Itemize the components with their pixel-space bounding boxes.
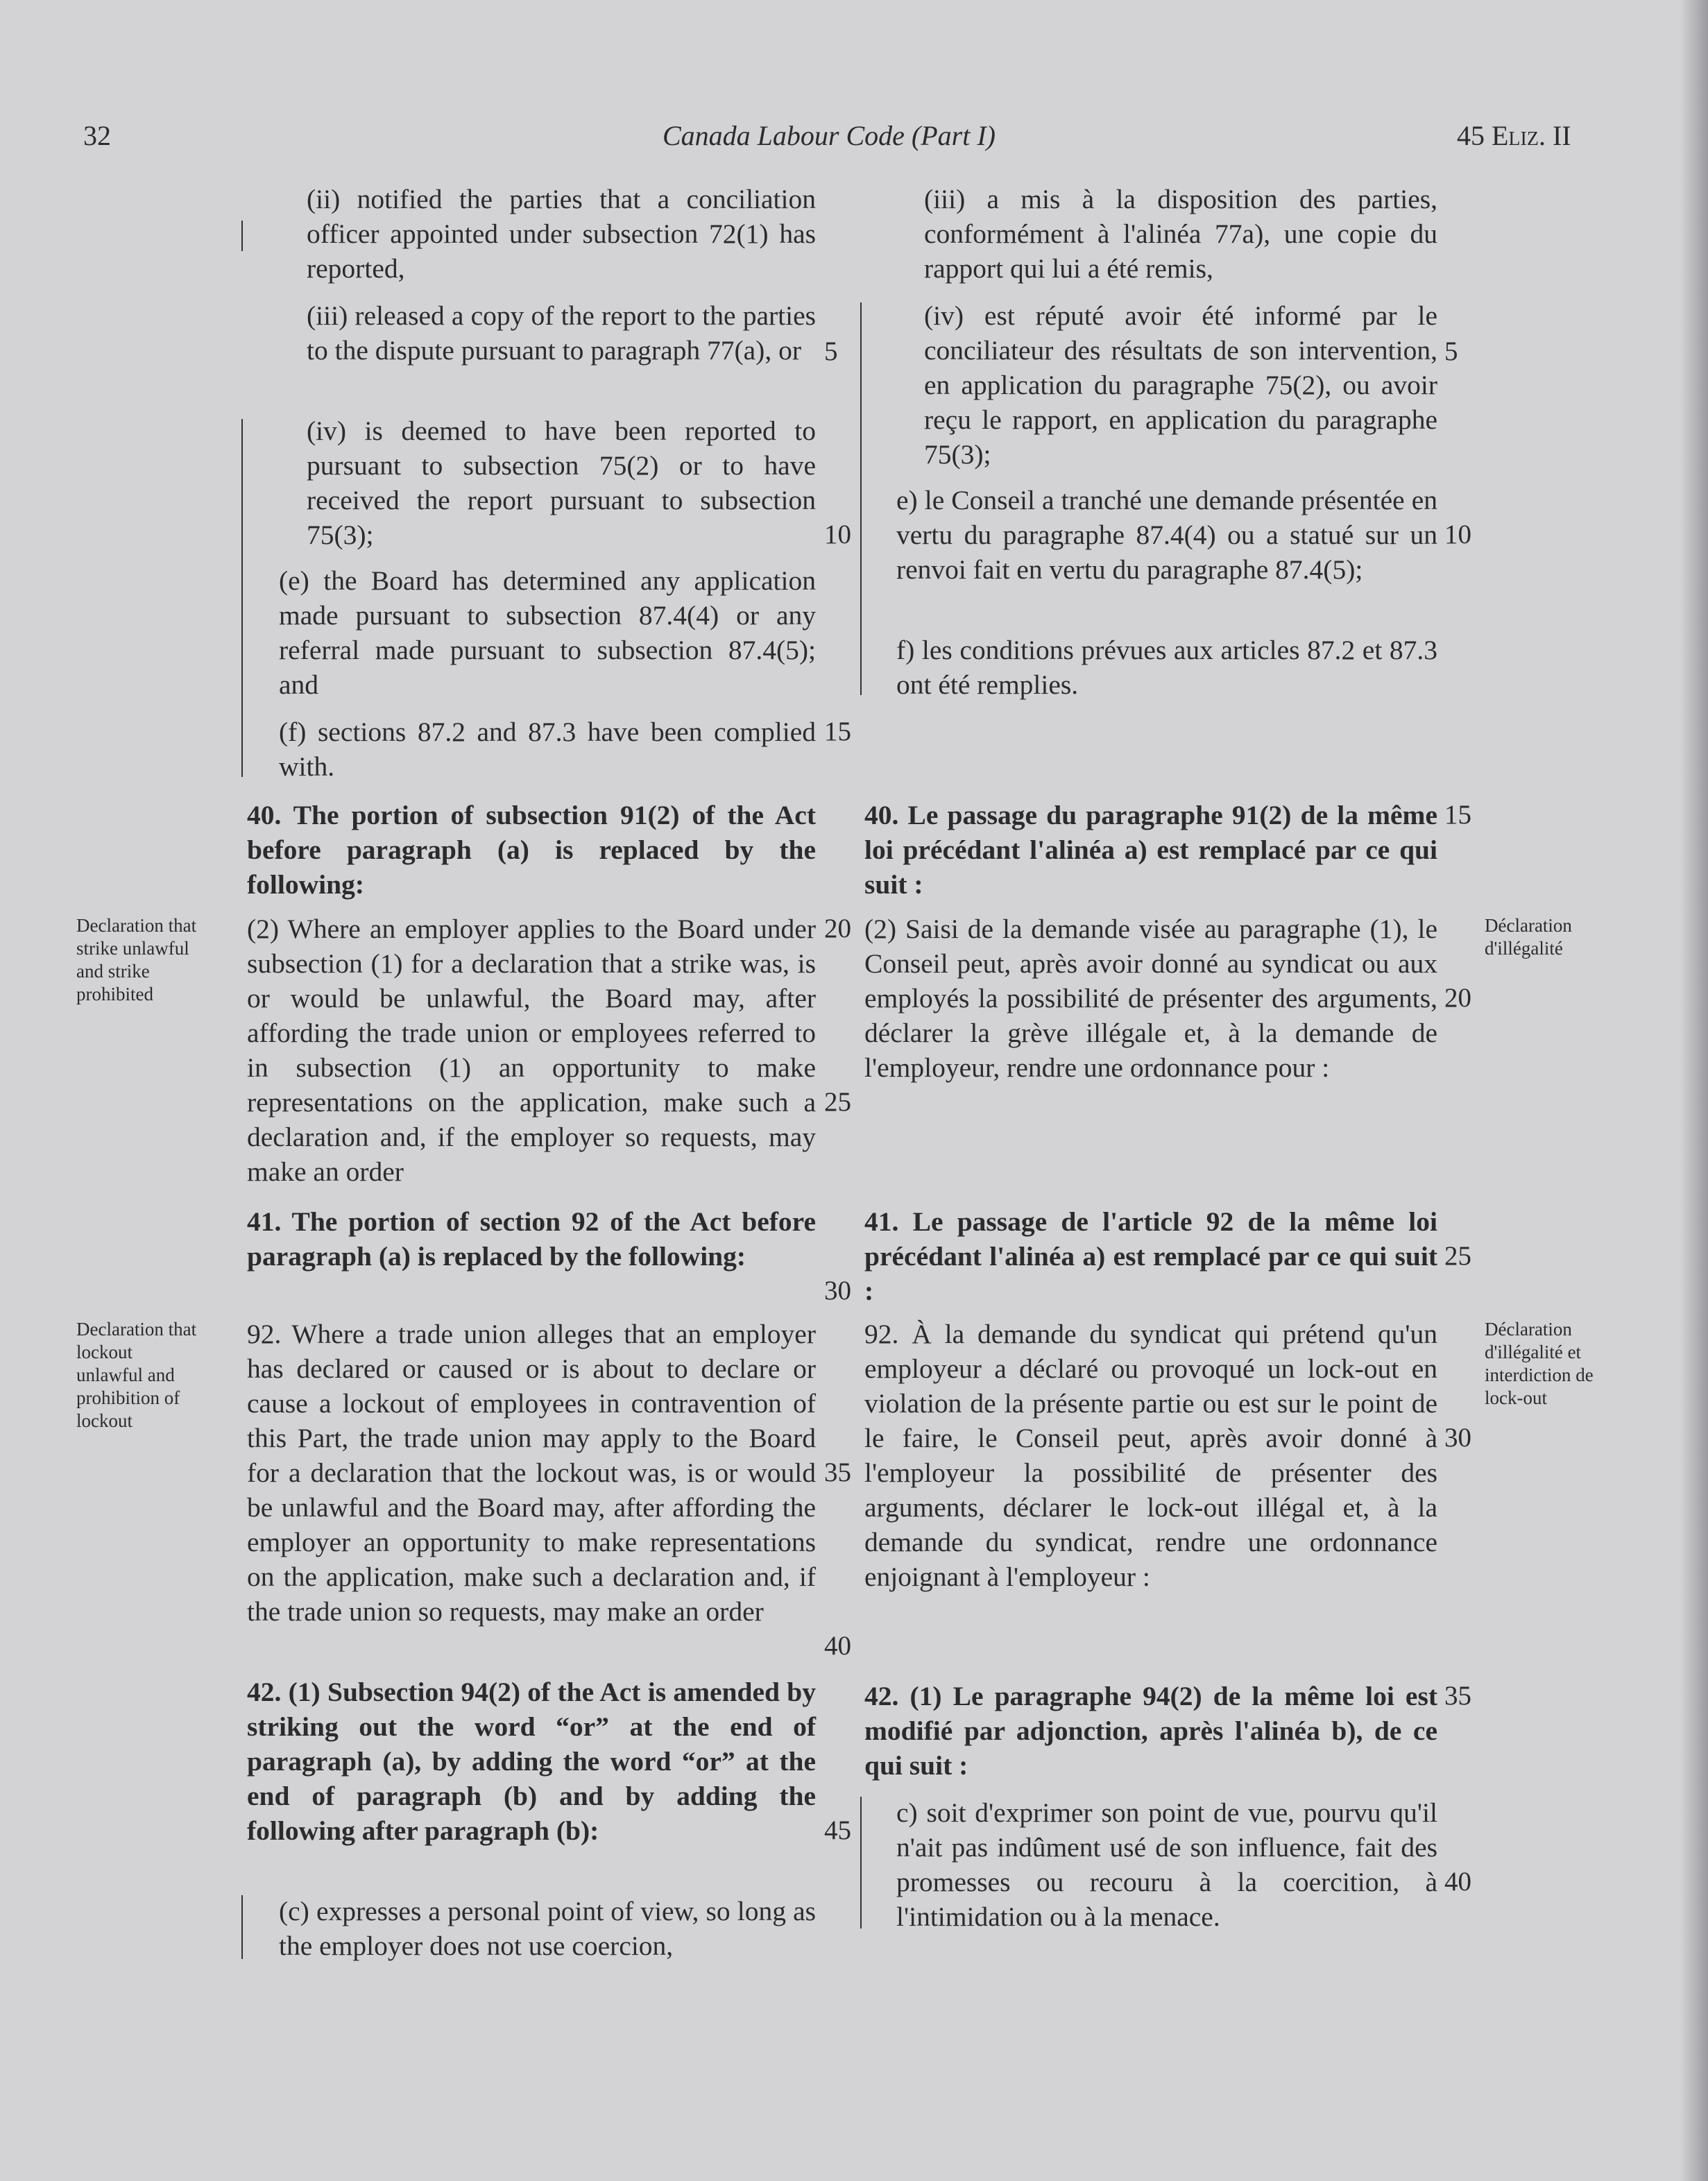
en-subpara-iii: (iii) released a copy of the report to the parties to the dispute pursuant to paragraph 77(a), or	[307, 300, 816, 366]
en-para-f: (f) sections 87.2 and 87.3 have been complied with.	[279, 717, 816, 782]
line-number: 35	[824, 1457, 851, 1487]
en-para-c: (c) expresses a personal point of view, so long as the employer does not use coercion,	[279, 1896, 816, 1961]
en-section-42-heading: 42. (1) Subsection 94(2) of the Act is amended by striking out the word “or” at the end of paragraph (a), by adding the word “or” at the end of paragraph (b) and by adding the following after paragraph (b):	[247, 1677, 816, 1846]
line-number: 10	[824, 520, 851, 549]
line-number: 25	[824, 1087, 851, 1117]
line-number: 25	[1444, 1241, 1471, 1271]
en-para-e: (e) the Board has determined any application made pursuant to subsection 87.4(4) or any referral made pursuant to subsection 87.4(5); and	[279, 565, 816, 700]
line-number: 40	[1444, 1867, 1471, 1897]
margin-note-strike: Declaration that strike unlawful and strike prohibited	[76, 915, 197, 1004]
line-number: 30	[1444, 1423, 1471, 1453]
en-section-40-heading: 40. The portion of subsection 91(2) of the Act before paragraph (a) is replaced by the following:	[247, 800, 816, 900]
line-number: 20	[1444, 983, 1471, 1013]
change-bar	[860, 302, 862, 695]
line-number: 10	[1444, 520, 1471, 549]
en-subpara-iv: (iv) is deemed to have been reported to pursuant to subsection 75(2) or to have received the report pursuant to subsection 75(3);	[307, 416, 816, 550]
change-bar	[241, 419, 243, 777]
page-number: 32	[83, 120, 111, 151]
line-number: 35	[1444, 1681, 1471, 1711]
fr-section-41-heading: 41. Le passage de l'article 92 de la même loi précédant l'alinéa a) est remplacé par ce qui suit :	[864, 1206, 1437, 1306]
fr-section-40-text: (2) Saisi de la demande visée au paragraphe (1), le Conseil peut, après avoir donné au syndicat ou aux employés la possibilité de présenter des arguments, déclarer la grève illégale et, à la demande de l'employeur, rendre une ordonnance pour :	[864, 914, 1437, 1083]
line-number: 40	[824, 1631, 851, 1661]
margin-note-declaration: Déclaration d'illégalité	[1485, 915, 1572, 959]
change-bar	[241, 1895, 243, 1959]
margin-note-declaration-lockout: Déclaration d'illégalité et interdiction de lock-out	[1485, 1319, 1594, 1408]
page-edge-shadow	[1680, 0, 1708, 2181]
fr-para-f: f) les conditions prévues aux articles 87.2 et 87.3 ont été remplies.	[896, 635, 1437, 700]
line-number: 5	[824, 336, 838, 366]
fr-section-41-text: 92. À la demande du syndicat qui prétend qu'un employeur a déclaré ou provoqué un lock-out en violation de la présente partie ou est sur le point de le faire, le Conseil peut, après avoir donné à l'employeur la possibilité de présenter des arguments, déclarer le lock-out illégal et, à la demande du syndicat, rendre une ordonnance enjoignant à l'employeur :	[864, 1319, 1437, 1592]
fr-para-c: c) soit d'exprimer son point de vue, pourvu qu'il n'ait pas indûment usé de son influence, fait des promesses ou recouru à la coercition, à l'intimidation ou à la menace.	[896, 1797, 1437, 1932]
fr-section-42-heading: 42. (1) Le paragraphe 94(2) de la même loi est modifié par adjonction, après l'alinéa b), de ce qui suit :	[864, 1681, 1437, 1781]
fr-subpara-iv: (iv) est réputé avoir été informé par le conciliateur des résultats de son intervention, en application du paragraphe 75(2), ou avoir reçu le rapport, en application du paragraphe 75(3);	[924, 300, 1437, 470]
fr-para-e: e) le Conseil a tranché une demande présentée en vertu du paragraphe 87.4(4) ou a statué sur un renvoi fait en vertu du paragraphe 87.4(5);	[896, 485, 1437, 585]
line-number: 15	[1444, 800, 1471, 830]
change-bar	[860, 1797, 862, 1928]
en-section-41-text: 92. Where a trade union alleges that an employer has declared or caused or is about to declare or cause a lockout of employees in contravention of this Part, the trade union may apply to the Board for a declaration that the lockout was, is or would be unlawful and the Board may, after affording the employer an opportunity to make representations on the application, make such a declaration and, if the trade union so requests, may make an order	[247, 1319, 816, 1627]
line-number: 30	[824, 1276, 851, 1306]
fr-subpara-iii: (iii) a mis à la disposition des parties, conformément à l'alinéa 77a), une copie du rapport qui lui a été remis,	[924, 184, 1437, 284]
fr-section-40-heading: 40. Le passage du paragraphe 91(2) de la même loi précédant l'alinéa a) est remplacé par ce qui suit :	[864, 800, 1437, 900]
margin-note-lockout: Declaration that lockout unlawful and prohibition of lockout	[76, 1319, 197, 1431]
en-section-40-text: (2) Where an employer applies to the Board under subsection (1) for a declaration that a strike was, is or would be unlawful, the Board may, after affording the trade union or employees referred to in subsection (1) an opportunity to make representations on the application, make such a declaration and, if the employer so requests, may make an order	[247, 914, 816, 1187]
page-title: Canada Labour Code (Part I)	[663, 120, 996, 151]
change-bar	[241, 221, 243, 251]
en-subpara-ii: (ii) notified the parties that a conciliation officer appointed under subsection 72(1) has reported,	[307, 184, 816, 284]
en-section-41-heading: 41. The portion of section 92 of the Act before paragraph (a) is replaced by the following:	[247, 1206, 816, 1272]
line-number: 15	[824, 717, 851, 746]
reign-citation: 45 Eliz. II	[1457, 120, 1571, 151]
line-number: 20	[824, 914, 851, 943]
line-number: 45	[824, 1815, 851, 1845]
line-number: 5	[1444, 336, 1458, 366]
